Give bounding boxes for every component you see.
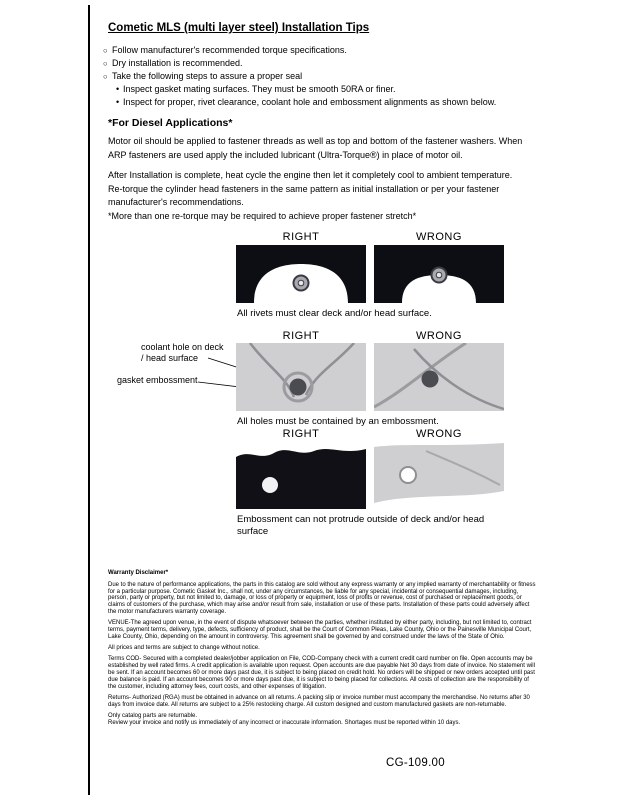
rivet-wrong-diagram: [374, 245, 504, 303]
disclaimer-paragraph: Due to the nature of performance applications, the parts in this catalog are sold without any express warranty or any implied warranty of merchantability or fitness for a particular purpose. Cometic Gasket Inc., shall not, under any circumstances, be liable for any special, incidental or consequential damages, including, person, party or property, but not limited to, damage, or loss of property or equipment, loss of profits or revenue, cost of purchased or replacement goods, or claims of customers of the purchase, which may arise and/or result from sale, installation or use of these parts. Installation of these parts could adversely affect the motor manufacturers warranty coverage.: [108, 581, 536, 615]
tip-text: Dry installation is recommended.: [112, 58, 243, 68]
wrong-label: WRONG: [416, 330, 462, 342]
rivet-right-diagram: [236, 245, 366, 303]
list-item: [103, 44, 527, 57]
page-title: Cometic MLS (multi layer steel) Installation Tips: [108, 22, 370, 34]
warranty-disclaimer: [108, 570, 538, 727]
list-item: [116, 96, 527, 109]
circle-bullet-icon: ○: [103, 46, 108, 55]
diesel-paragraph-2: After Installation is complete, heat cycle the engine then let it completely cool to ambient temperature. Re-torque the cylinder head fasteners in the same pattern as initial installation or per your fastener manufacturer's recommendations.: [108, 170, 513, 207]
embossment-right-diagram: [236, 343, 366, 411]
right-label: RIGHT: [282, 231, 320, 243]
disclaimer-paragraph: All prices and terms are subject to change without notice.: [108, 645, 260, 652]
embossment-caption: All holes must be contained by an embossment.: [237, 416, 439, 427]
installation-tips-list: [103, 44, 527, 109]
tip-text: Inspect for proper, rivet clearance, coolant hole and embossment alignments as shown below.: [123, 97, 497, 107]
tip-text: Take the following steps to assure a proper seal: [112, 71, 303, 81]
coolant-hole-annotation: coolant hole on deck / head surface: [141, 342, 224, 363]
right-label: RIGHT: [282, 428, 320, 440]
diesel-paragraph-1: Motor oil should be applied to fastener threads as well as top and bottom of the fastener washers. When ARP fasteners are used apply the included lubricant (Ultra-Torque®) in place of motor oil.: [108, 136, 523, 160]
embossment-wrong-diagram: [374, 343, 504, 411]
protrusion-wrong-diagram: [374, 441, 504, 509]
protrusion-caption: Embossment can not protrude outside of deck and/or head surface: [237, 514, 485, 537]
rivet-caption: All rivets must clear deck and/or head surface.: [237, 308, 432, 319]
diesel-applications-heading: *For Diesel Applications*: [108, 117, 233, 129]
disclaimer-paragraph: Terms COD- Secured with a completed dealer/jobber application on File, COD-Company check with a current credit card number on file. Open accounts may be established by well rated firms. A credit application is available upon request. Open accounts are due payable Net 30 days from date of invoice. No statement will be sent. If an account becomes 60 or more days past due, it is subject to being placed on credit hold. No orders will be shipped or new orders accepted until past due balance is paid. If an account becomes 90 or more days past due, it is subject to being placed for collections. All costs of collection are the responsibility of the customer, including attorney fees, court costs, and other expenses of litigation.: [108, 656, 535, 690]
disclaimer-paragraph: VENUE-The agreed upon venue, in the event of dispute whatsoever between the parties, whether instituted by either party, including, but not limited to, contract terms, payment terms, delivery, type, defects, sufficiency of product, shall be the Court of Common Pleas, Lake County, Ohio or the Painesville Municipal Court, Lake County, Ohio, depending on the amount in controversy. This agreement shall be governed by and construed under the laws of the State of Ohio.: [108, 620, 532, 640]
retorque-note: *More than one re-torque may be required to achieve proper fastener stretch*: [108, 211, 417, 221]
circle-bullet-icon: ○: [103, 72, 108, 81]
disclaimer-paragraph: Returns- Authorized (RGA) must be obtained in advance on all returns. A packing slip or invoice number must accompany the merchandise. No returns after 30 days from invoice date. All returns are subject to a 25% restocking charge. All custom designed and custom manufactured gaskets are non-returnable.: [108, 694, 530, 708]
disclaimer-paragraph: Review your invoice and notify us immediately of any incorrect or inaccurate information. Shortages must be reported within 10 days.: [108, 719, 461, 726]
protrusion-right-diagram: [236, 441, 366, 509]
dot-bullet-icon: •: [116, 84, 120, 94]
tip-text: Inspect gasket mating surfaces. They must be smooth 50RA or finer.: [123, 84, 396, 94]
list-item: [116, 83, 527, 96]
wrong-label: WRONG: [416, 231, 462, 243]
left-border-rule: [88, 5, 90, 795]
disclaimer-paragraph: Only catalog parts are returnable.: [108, 713, 198, 720]
page-code: CG-109.00: [386, 757, 445, 769]
circle-bullet-icon: ○: [103, 59, 108, 68]
wrong-label: WRONG: [416, 428, 462, 440]
list-item: [103, 70, 527, 83]
tip-text: Follow manufacturer's recommended torque specifications.: [112, 45, 347, 55]
right-label: RIGHT: [282, 330, 320, 342]
list-item: [103, 57, 527, 70]
dot-bullet-icon: •: [116, 97, 120, 107]
disclaimer-heading: Warranty Disclaimer*: [108, 570, 169, 576]
gasket-embossment-annotation: gasket embossment: [117, 375, 198, 385]
